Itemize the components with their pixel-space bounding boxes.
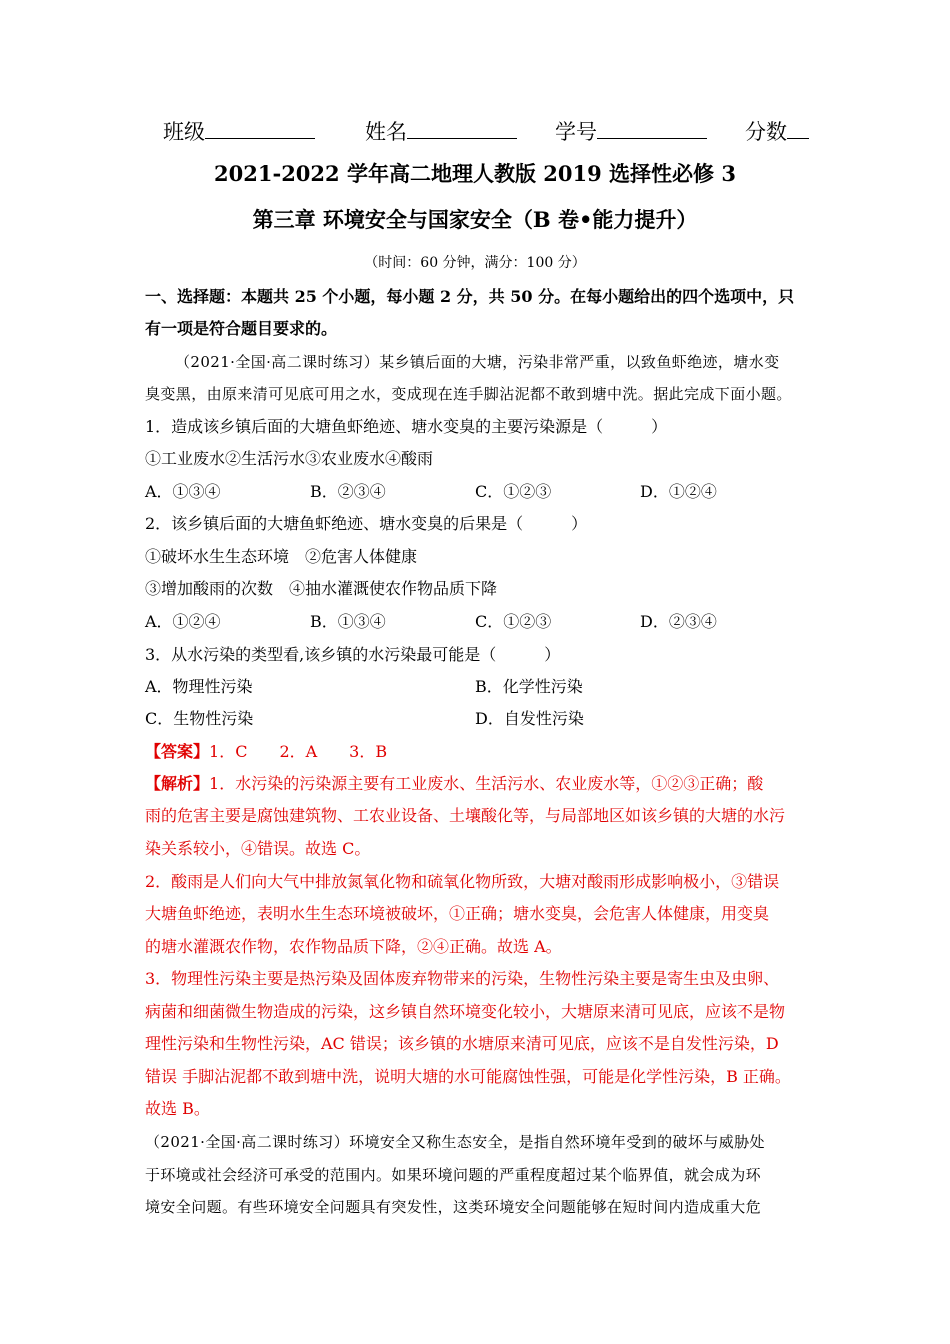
- q1-option-d[interactable]: D．①②④: [640, 482, 717, 501]
- q1-items: ①工业废水②生活污水③农业废水④酸雨: [145, 449, 434, 468]
- analysis-p1-line1: [145, 774, 763, 794]
- analysis-p2-line3: 的塘水灌溉农作物，农作物品质下降，②④正确。故选 A。: [145, 937, 562, 956]
- q2-option-c[interactable]: C．①②③: [475, 612, 552, 631]
- q1-stem: 1．造成该乡镇后面的大塘鱼虾绝迹、塘水变臭的主要污染源是（ ）: [145, 417, 668, 436]
- answer-line: [145, 742, 387, 762]
- q1-option-c[interactable]: C．①②③: [475, 482, 552, 501]
- passage2-line3: 境安全问题。有些环境安全问题具有突发性，这类环境安全问题能够在短时间内造成重大危: [145, 1198, 762, 1216]
- q2-items-line1: ①破坏水生生态环境 ②危害人体健康: [145, 547, 418, 566]
- q2-items-line2: ③增加酸雨的次数 ④抽水灌溉使农作物品质下降: [145, 579, 498, 598]
- q2-stem: 2．该乡镇后面的大塘鱼虾绝迹、塘水变臭的后果是（ ）: [145, 514, 588, 533]
- class-field: [163, 116, 315, 146]
- name-label: 姓名: [365, 120, 407, 144]
- analysis-p1-line2: 雨的危害主要是腐蚀建筑物、工农业设备、土壤酸化等，与局部地区如该乡镇的大塘的水污: [145, 806, 786, 825]
- exam-title: 2021-2022 学年高二地理人教版 2019 选择性必修 3: [214, 161, 736, 186]
- q3-option-b[interactable]: B．化学性污染: [475, 677, 583, 696]
- passage1-line1: （2021·全国·高二课时练习）某乡镇后面的大塘，污染非常严重，以致鱼虾绝迹，塘水变: [175, 353, 780, 371]
- q3-option-c[interactable]: C．生物性污染: [145, 709, 254, 728]
- analysis-p3-line4: 错误 手脚沾泥都不敢到塘中洗，说明大塘的水可能腐蚀性强，可能是化学性污染，B 正确。: [145, 1067, 791, 1086]
- section-instruction-line2: 有一项是符合题目要求的。: [145, 319, 338, 338]
- score-blank[interactable]: [787, 116, 809, 139]
- analysis-label: 【解析】: [145, 774, 210, 793]
- student-id-blank[interactable]: [597, 116, 707, 139]
- q2-option-b[interactable]: B．①③④: [310, 612, 386, 631]
- exam-time-score: （时间：60 分钟，满分：100 分）: [364, 255, 586, 271]
- analysis-p3-line1: 3．物理性污染主要是热污染及固体废弃物带来的污染，生物性污染主要是寄生虫及虫卵、: [145, 969, 780, 988]
- q3-option-a[interactable]: A．物理性污染: [145, 677, 253, 696]
- class-blank[interactable]: [205, 116, 315, 139]
- analysis-p1-l1: 1．水污染的污染源主要有工业废水、生活污水、农业废水等，①②③正确；酸: [209, 774, 764, 793]
- name-field: [365, 116, 517, 146]
- answer-text: 1．C 2．A 3．B: [209, 742, 388, 761]
- section-instruction-line1: 一、选择题：本题共 25 个小题，每小题 2 分，共 50 分。在每小题给出的四个选项中，只: [145, 287, 795, 306]
- class-label: 班级: [163, 120, 205, 144]
- analysis-p3-line5: 故选 B。: [145, 1099, 210, 1118]
- name-blank[interactable]: [407, 116, 517, 139]
- q1-option-a[interactable]: A．①③④: [145, 482, 221, 501]
- score-label: 分数: [745, 120, 787, 144]
- passage1-line2: 臭变黑，由原来清可见底可用之水，变成现在连手脚沾泥都不敢到塘中洗。据此完成下面小题。: [145, 385, 792, 403]
- analysis-p3-line2: 病菌和细菌微生物造成的污染，这乡镇自然环境变化较小，大塘原来清可见底，应该不是物: [145, 1002, 786, 1021]
- score-field: [745, 116, 809, 146]
- q2-option-a[interactable]: A．①②④: [145, 612, 221, 631]
- q1-option-b[interactable]: B．②③④: [310, 482, 386, 501]
- q3-option-d[interactable]: D．自发性污染: [475, 709, 584, 728]
- passage2-line2: 于环境或社会经济可承受的范围内。如果环境问题的严重程度超过某个临界值，就会成为环: [145, 1166, 762, 1184]
- answer-label: 【答案】: [145, 742, 210, 761]
- student-id-label: 学号: [555, 120, 597, 144]
- analysis-p2-line1: 2．酸雨是人们向大气中排放氮氧化物和硫氧化物所致，大塘对酸雨形成影响极小，③错误: [145, 872, 780, 891]
- student-id-field: [555, 116, 707, 146]
- passage2-line1: （2021·全国·高二课时练习）环境安全又称生态安全，是指自然环境年受到的破坏与威胁处: [145, 1133, 765, 1151]
- analysis-p2-line2: 大塘鱼虾绝迹，表明水生生态环境被破坏，①正确；塘水变臭，会危害人体健康，用变臭: [145, 904, 770, 923]
- analysis-p3-line3: 理性污染和生物性污染，AC 错误；该乡镇的水塘原来清可见底，应该不是自发性污染，D: [145, 1034, 779, 1053]
- q3-stem: 3．从水污染的类型看,该乡镇的水污染最可能是（ ）: [145, 645, 561, 664]
- q2-option-d[interactable]: D．②③④: [640, 612, 717, 631]
- chapter-title: 第三章 环境安全与国家安全（B 卷•能力提升）: [252, 207, 698, 232]
- analysis-p1-line3: 染关系较小，④错误。故选 C。: [145, 839, 371, 858]
